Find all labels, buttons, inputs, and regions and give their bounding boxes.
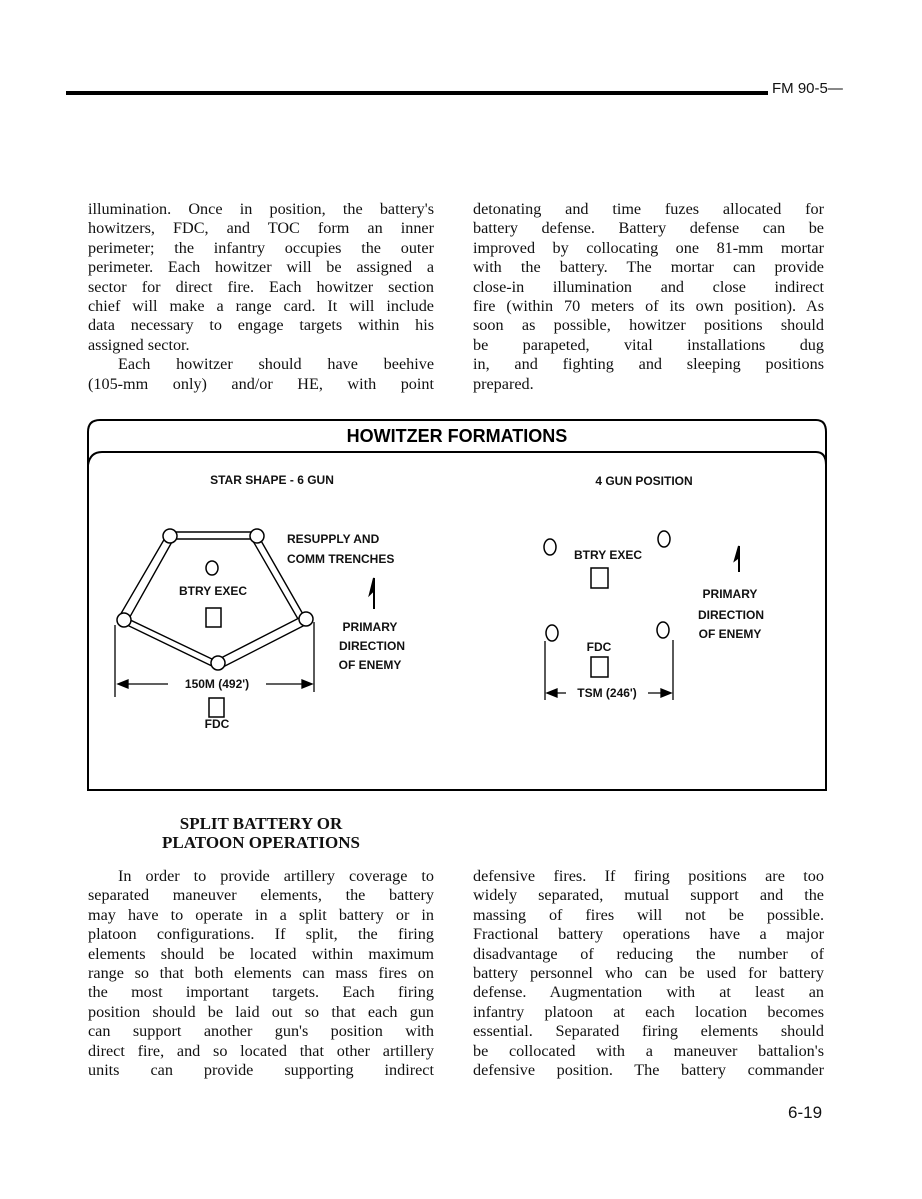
running-head: FM 90-5— [772, 80, 843, 97]
btry-exec-label: BTRY EXEC [573, 548, 643, 562]
text-line: with the battery. The mortar can provide [473, 258, 824, 277]
enemy-label: OF ENEMY [698, 627, 762, 641]
trench-label: RESUPPLY AND [287, 532, 380, 546]
text-line: platoon configurations. If split, the firing [88, 925, 434, 944]
north-arrow-icon [370, 578, 374, 609]
bottom-right-column [473, 867, 824, 1080]
enemy-label: DIRECTION [698, 608, 764, 622]
text-line: can support another gun's position with [88, 1022, 434, 1041]
north-arrow-icon [735, 546, 739, 572]
gun-position [163, 529, 177, 543]
figure-title-divider [88, 452, 826, 465]
gun-position [250, 529, 264, 543]
text-line: soon as possible, howitzer positions should [473, 316, 824, 335]
text-line: illumination. Once in position, the battery's [88, 200, 434, 218]
text-line: sector for direct fire. Each howitzer section [88, 277, 434, 296]
trench-label: COMM TRENCHES [287, 552, 395, 566]
text-line: massing of fires will not be possible. [473, 905, 824, 924]
enemy-label: PRIMARY [342, 620, 398, 634]
dimension-tsm-label: TSM (246') [577, 686, 637, 700]
text-line: howitzers, FDC, and TOC form an inner [88, 219, 434, 238]
text-line: prepared. [473, 374, 534, 393]
text-line: may have to operate in a split battery or in [88, 905, 434, 924]
text-line: essential. Separated firing elements should [473, 1022, 824, 1041]
star-shape-title: STAR SHAPE - 6 GUN [210, 473, 334, 487]
gun-position [657, 622, 669, 638]
text-line: detonating and time fuzes allocated for [473, 200, 824, 218]
btry-exec-square [591, 568, 608, 588]
enemy-label: DIRECTION [339, 639, 405, 653]
section-title-line: PLATOON OPERATIONS [162, 833, 360, 852]
text-line: infantry platoon at each location becomes [473, 1002, 824, 1021]
text-line: data necessary to engage targets within his [88, 316, 434, 335]
text-line: Fractional battery operations have a major [473, 925, 824, 944]
enemy-label: OF ENEMY [338, 658, 402, 672]
section-title [88, 814, 434, 852]
bottom-left-column [88, 867, 434, 1080]
gun-position [299, 612, 313, 626]
text-line: defensive fires. If firing positions are too [473, 867, 824, 885]
text-line: position should be laid out so that each gun [88, 1002, 434, 1021]
text-line: elements should be located within maximum [88, 944, 434, 963]
fdc-square [209, 698, 224, 717]
text-line: fire (within 70 meters of its own position). As [473, 297, 824, 316]
fdc-label: FDC [204, 717, 230, 731]
text-line: widely separated, mutual support and the [473, 886, 824, 905]
text-line: defense. Augmentation with at least an [473, 983, 824, 1002]
figure-title: HOWITZER FORMATIONS [346, 426, 568, 446]
figure-frame [88, 420, 826, 790]
text-line: the most important targets. Each firing [88, 983, 434, 1002]
trench-pentagon [119, 532, 307, 668]
text-line: (105-mm only) and/or HE, with point [88, 374, 434, 393]
text-line: close-in illumination and close indirect [473, 277, 824, 296]
page-number: 6-19 [788, 1103, 823, 1122]
gun-position [544, 539, 556, 555]
gun-position [546, 625, 558, 641]
text-line: be collocated with a maneuver battalion's [473, 1041, 824, 1060]
gun-position [117, 613, 131, 627]
text-line: Each howitzer should have beehive [118, 355, 434, 374]
text-line: perimeter. Each howitzer will be assigned a [88, 258, 434, 277]
gun-position [211, 656, 225, 670]
text-line: chief will make a range card. It will include [88, 297, 434, 316]
text-line: defensive position. The battery commander [473, 1061, 824, 1080]
btry-exec-position [206, 561, 218, 575]
text-line: improved by collocating one 81-mm mortar [473, 238, 824, 257]
text-line: separated maneuver elements, the battery [88, 886, 434, 905]
fdc-label: FDC [586, 640, 612, 654]
four-gun-title: 4 GUN POSITION [595, 474, 693, 488]
gun-position [658, 531, 670, 547]
btry-exec-square [206, 608, 221, 627]
text-line: in, and fighting and sleeping positions [473, 355, 824, 374]
text-line: disadvantage of reducing the number of [473, 944, 824, 963]
enemy-label: PRIMARY [702, 587, 758, 601]
section-title-line: SPLIT BATTERY OR [179, 814, 343, 833]
text-line: assigned sector. [88, 335, 190, 354]
text-line: units can provide supporting indirect [88, 1061, 434, 1080]
text-line: battery defense. Battery defense can be [473, 219, 824, 238]
text-line: In order to provide artillery coverage to [118, 867, 434, 885]
text-line: battery personnel who can be used for battery [473, 964, 824, 983]
text-line: direct fire, and so located that other artillery [88, 1041, 434, 1060]
text-line: range so that both elements can mass fires on [88, 964, 434, 983]
dimension-150m-label: 150M (492') [184, 677, 250, 691]
btry-exec-label: BTRY EXEC [178, 584, 248, 598]
text-line: perimeter; the infantry occupies the outer [88, 238, 434, 257]
fdc-square [591, 657, 608, 677]
text-line: be parapeted, vital installations dug [473, 335, 824, 354]
